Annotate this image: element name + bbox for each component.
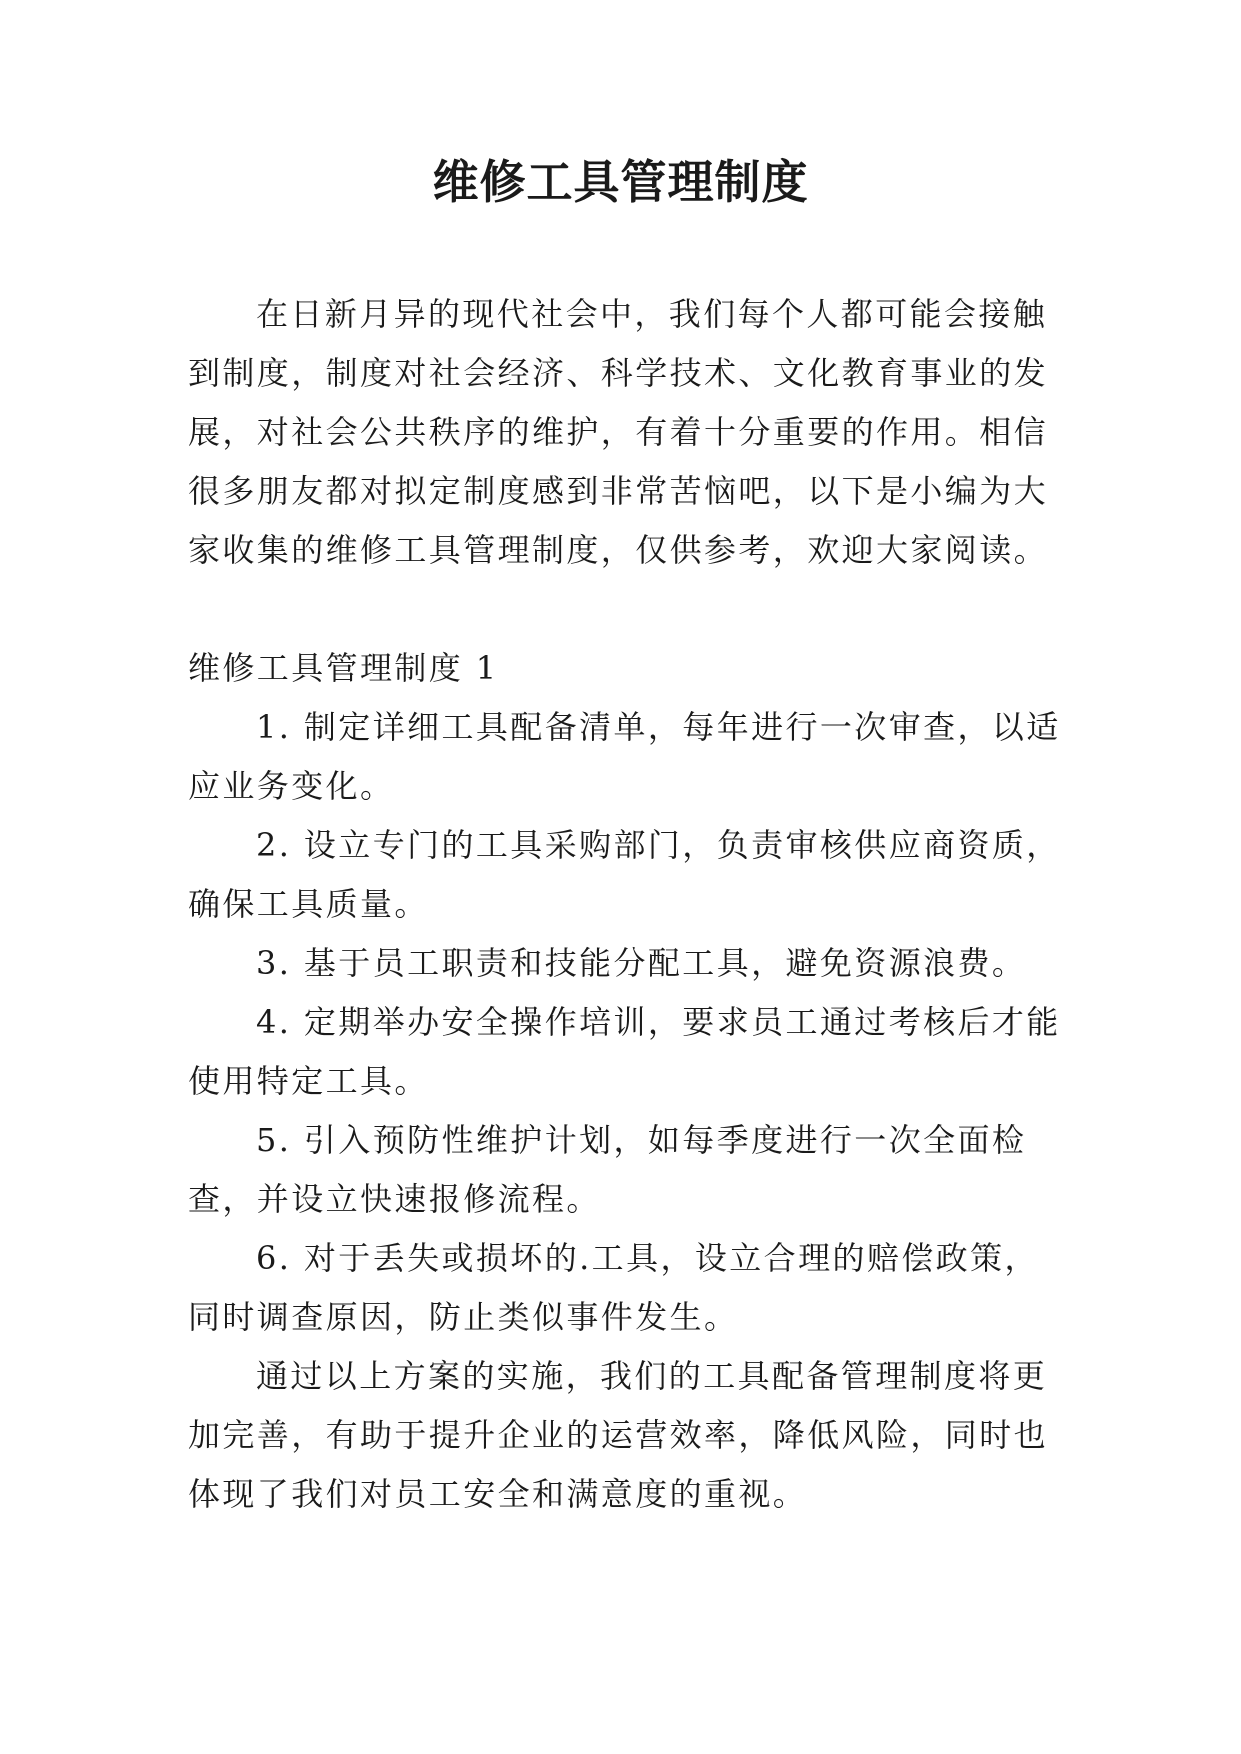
section-heading: 维修工具管理制度 1 <box>188 649 499 687</box>
document-title: 维修工具管理制度 <box>432 155 809 209</box>
intro-paragraph: 在日新月异的现代社会中，我们每个人都可能会接触到制度，制度对社会经济、科学技术、文化教育事业的发展，对社会公共秩序的维护，有着十分重要的作用。相信很多朋友都对拟定制度感到非常苦恼吧，以下是小编为大家收集的维修工具管理制度，仅供参考，欢迎大家阅读。 <box>188 295 1049 569</box>
list-item-5: 5. 引入预防性维护计划，如每季度进行一次全面检查，并设立快速报修流程。 <box>188 1121 1027 1218</box>
list-item-6: 6. 对于丢失或损坏的.工具，设立合理的赔偿政策，同时调查原因，防止类似事件发生。 <box>188 1239 1039 1336</box>
list-item-3: 3. 基于员工职责和技能分配工具，避免资源浪费。 <box>256 944 1027 982</box>
list-item-2: 2. 设立专门的工具采购部门，负责审核供应商资质，确保工具质量。 <box>188 826 1061 923</box>
conclusion-paragraph: 通过以上方案的实施，我们的工具配备管理制度将更加完善，有助于提升企业的运营效率，降低风险，同时也体现了我们对员工安全和满意度的重视。 <box>188 1357 1049 1513</box>
list-item-4: 4. 定期举办安全操作培训，要求员工通过考核后才能使用特定工具。 <box>188 1003 1061 1100</box>
document-body <box>188 285 1068 1524</box>
list-item-1: 1. 制定详细工具配备清单，每年进行一次审查，以适应业务变化。 <box>188 708 1061 805</box>
